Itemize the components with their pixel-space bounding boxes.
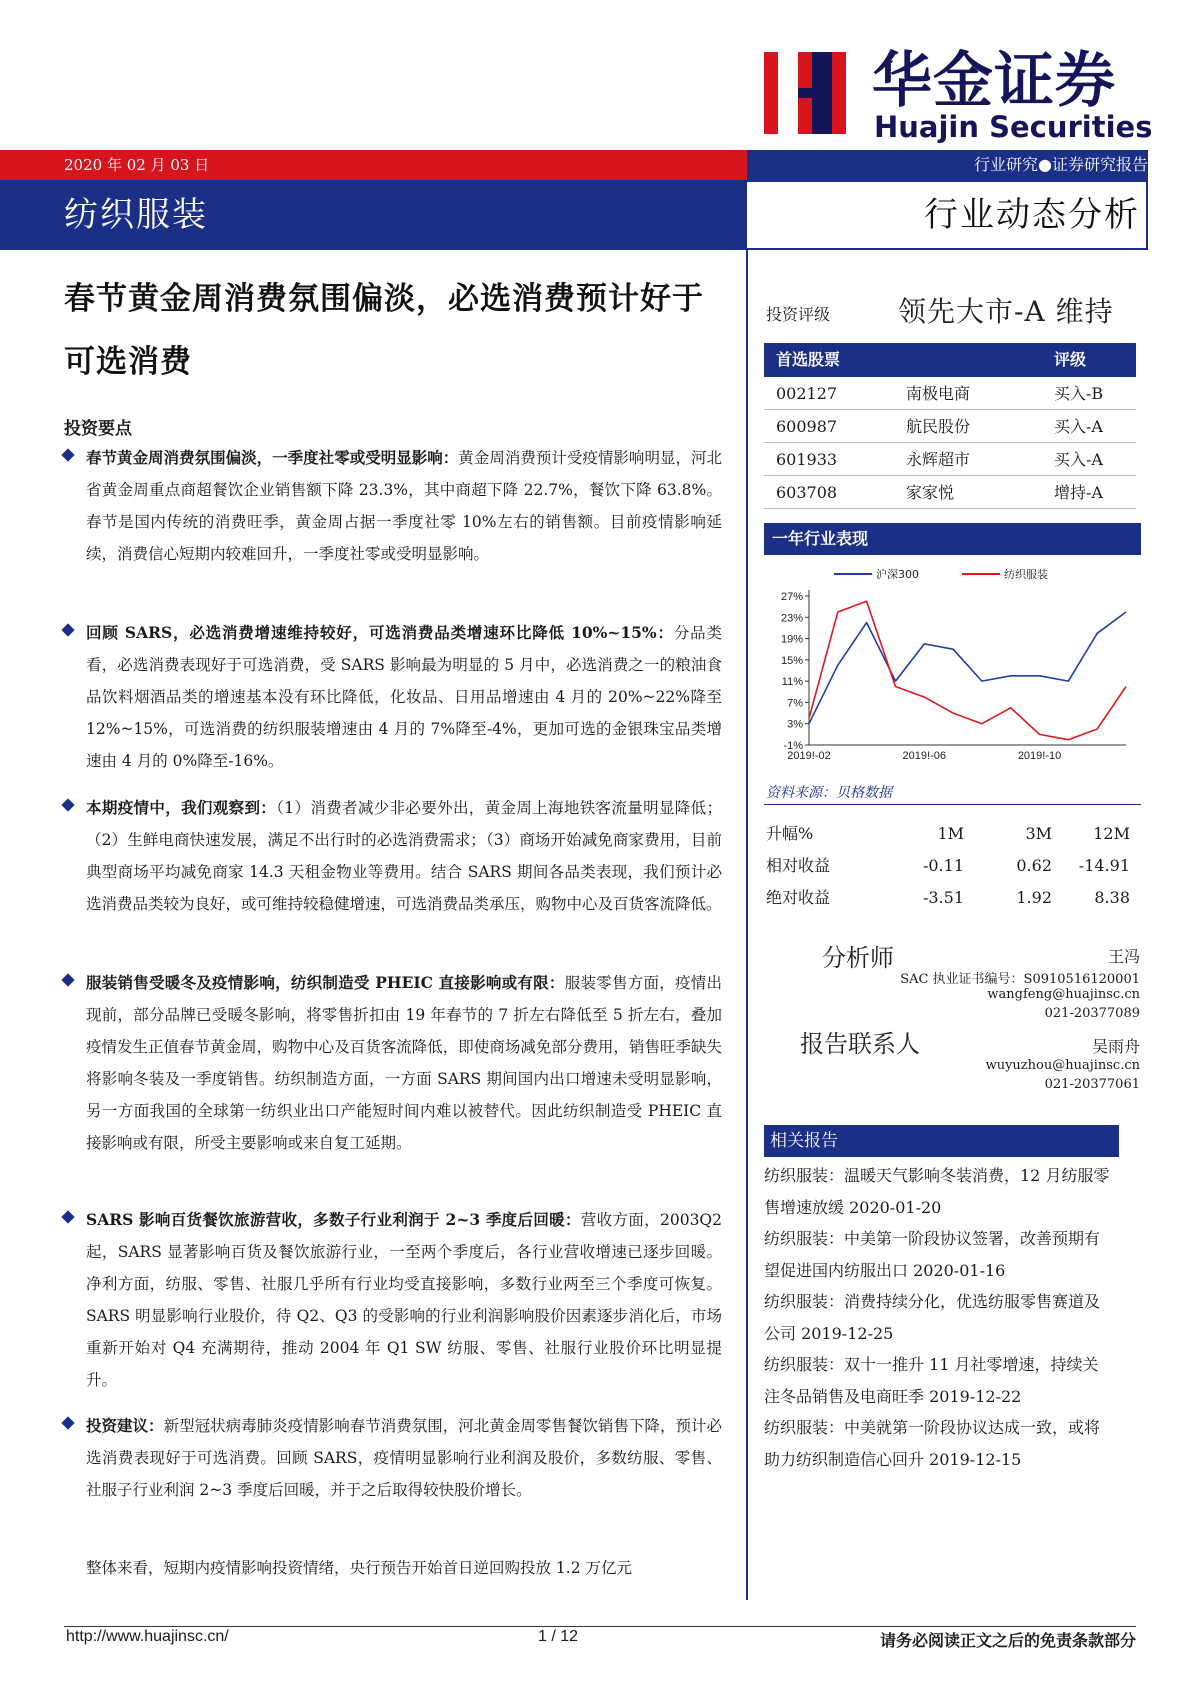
performance-title: 一年行业表现: [764, 523, 1141, 555]
chart-x-axis: [787, 745, 1126, 762]
stock-name: 家家悦: [906, 483, 955, 502]
legend-label: 纺织服装: [1004, 568, 1048, 581]
legend-label: 沪深300: [876, 568, 919, 581]
footer-disclaimer: 请务必阅读正文之后的免责条款部分: [879, 1631, 1136, 1650]
returns-3m: 3M: [1025, 824, 1052, 843]
returns-1m: -0.11: [922, 856, 964, 875]
key-point-lead: 回顾 SARS，必选消费增速维持较好，可选消费品类增速环比降低 10%~15%：: [86, 623, 674, 642]
key-point: [62, 442, 722, 570]
x-tick-label: 2019!-10: [1017, 750, 1062, 762]
analyst-cert: SAC 执业证书编号：S0910516120001: [900, 972, 1140, 987]
source-divider: [764, 804, 1141, 805]
related-report-link[interactable]: 纺织服装：温暖天气影响冬装消费，12 月纺服零售增速放缓 2020-01-20: [764, 1166, 1110, 1217]
returns-label: 绝对收益: [766, 888, 831, 907]
logo-text-en: Huajin Securities: [874, 110, 1153, 144]
analyst-name: 王冯: [1107, 947, 1140, 966]
y-tick-label: 27%: [780, 591, 803, 603]
rating-value: 领先大市-A 维持: [898, 295, 1114, 328]
returns-3m: 1.92: [1016, 888, 1052, 907]
table-row: [764, 443, 1136, 476]
key-point-lead: 本期疫情中，我们观察到：: [86, 798, 277, 817]
y-tick-label: -1%: [783, 740, 803, 752]
key-point-lead: 服装销售受暖冬及疫情影响，纺织制造受 PHEIC 直接影响或有限：: [86, 973, 565, 992]
contact-title: 报告联系人: [800, 1030, 920, 1058]
table-row: [764, 410, 1136, 443]
chart-y-axis: [781, 590, 809, 752]
sector-title: 纺织服装: [64, 195, 208, 235]
returns-row: [766, 882, 1136, 914]
related-report-link[interactable]: 纺织服装：中美第一阶段协议签署，改善预期有望促进国内纺服出口 2020-01-16: [764, 1229, 1101, 1280]
key-point: [62, 967, 722, 1159]
returns-3m: 0.62: [1016, 856, 1052, 875]
table-row: [764, 377, 1136, 410]
returns-12m: 12M: [1093, 824, 1130, 843]
related-report-link[interactable]: 纺织服装：中美就第一阶段协议达成一致，或将助力纺织制造信心回升 2019-12-15: [764, 1418, 1101, 1469]
chart-source: 资料来源：贝格数据: [766, 785, 892, 801]
y-tick-label: 3%: [787, 718, 803, 731]
stock-rating: 增持-A: [1054, 483, 1103, 502]
header-stocks: 首选股票: [776, 350, 841, 369]
returns-1m: 1M: [937, 824, 964, 843]
series-line: [809, 601, 1126, 739]
key-point: [62, 792, 722, 920]
key-point: [62, 1204, 722, 1396]
stock-code: 603708: [776, 483, 838, 502]
related-reports-list: [764, 1160, 1114, 1475]
contact-phone: 021-20377061: [1044, 1077, 1140, 1092]
key-point-text: 黄金周消费预计受疫情影响明显，河北省黄金周重点商超餐饮企业销售额下降 23.3%，其中商超下降 22.7%，餐饮下降 63.8%。春节是国内传统的消费旺季，黄金周占据一季度社零 10%左右的销售额。目前疫情影响延续，消费信心短期内较难回升，一季度社零或受明显影响。: [86, 449, 722, 563]
header-rating: 评级: [1054, 350, 1087, 369]
related-report-link[interactable]: 纺织服装：双十一推升 11 月社零增速，持续关注冬品销售及电商旺季 2019-12-22: [764, 1355, 1099, 1406]
key-point-text: 服装零售方面，疫情出现前，部分品牌已受暖冬影响，将零售折扣由 19 年春节的 7 折左右降低至 5 折左右，叠加疫情发生正值春节黄金周，购物中心及百货客流降低，即使商场减免部分费用，销售旺季缺失将影响冬装及一季度销售。纺织制造方面，一方面 SARS 期间国内出口增速未受明显影响，另一方面我国的全球第一纺织业出口产能短时间内难以被替代。因此纺织制造受 PHEIC 直接影响或有限，所受主要影响或来自复工延期。: [86, 974, 722, 1152]
footer-divider: [64, 1626, 1136, 1627]
report-date: 2020 年 02 月 03 日: [64, 156, 210, 174]
key-point-text: 分品类看，必选消费表现好于可选消费，受 SARS 影响最为明显的 5 月中，必选消费之一的粮油食品饮料烟酒品类的增速基本没有环比降低，化妆品、日用品增速由 4 月的 20%~22%降至 12%~15%，可选消费的纺织服装增速由 4 月的 7%降至-4%，更加可选的金银珠宝品类增速由 4 月的 0%降至-16%。: [86, 624, 722, 770]
key-point: [62, 617, 722, 777]
key-points-title: 投资要点: [64, 419, 132, 439]
returns-1m: -3.51: [922, 888, 964, 907]
y-tick-label: 19%: [780, 633, 803, 646]
x-tick-label: 2019!-06: [902, 750, 946, 762]
y-tick-label: 11%: [781, 676, 803, 689]
headline: 春节黄金周消费氛围偏淡，必选消费预计好于可选消费: [64, 281, 704, 380]
table-header: [764, 343, 1136, 377]
logo-text-cn: 华金证券: [872, 46, 1116, 116]
report-kind: 行业动态分析: [924, 195, 1140, 235]
key-point-lead: 春节黄金周消费氛围偏淡，一季度社零或受明显影响：: [86, 448, 459, 467]
chart-series: [809, 601, 1126, 739]
analyst-title: 分析师: [822, 944, 894, 972]
returns-12m: 8.38: [1094, 888, 1130, 907]
analyst-phone: 021-20377089: [1044, 1006, 1140, 1021]
contact-email[interactable]: wuyuzhou@huajinsc.cn: [985, 1058, 1140, 1073]
stock-name: 航民股份: [906, 417, 971, 436]
returns-12m: -14.91: [1078, 856, 1130, 875]
preferred-stocks-table: [764, 343, 1136, 509]
stock-code: 002127: [776, 384, 838, 403]
key-point: [62, 1410, 722, 1506]
contact-name: 吴雨舟: [1091, 1037, 1140, 1056]
returns-row: [766, 850, 1136, 882]
y-tick-label: 15%: [780, 654, 803, 667]
company-logo-icon: [764, 52, 846, 134]
key-point-lead: SARS 影响百货餐饮旅游营收，多数子行业利润于 2~3 季度后回暖：: [86, 1210, 581, 1229]
stock-code: 600987: [776, 417, 838, 436]
key-point-lead: 投资建议：: [86, 1416, 164, 1435]
key-point-text: 营收方面，2003Q2 起，SARS 显著影响百货及餐饮旅游行业，一至两个季度后，各行业营收增速已逐步回暖。净利方面，纺服、零售、社服几乎所有行业均受直接影响，多数行业两至三个季度可恢复。SARS 明显影响行业股价，待 Q2、Q3 的受影响的行业利润影响股价因素逐步消化后，市场重新开始对 Q4 充满期待，推动 2004 年 Q1 SW 纺服、零售、社服行业股价环比明显提升。: [86, 1211, 723, 1389]
page-number: 1 / 12: [538, 1628, 579, 1645]
chart-legend: [834, 567, 1048, 581]
related-report-link[interactable]: 纺织服装：消费持续分化，优选纺服零售赛道及公司 2019-12-25: [764, 1292, 1101, 1343]
closing-text: 整体来看，短期内疫情影响投资情绪，央行预告开始首日逆回购投放 1.2 万亿元: [86, 1559, 633, 1577]
footer-url[interactable]: http://www.huajinsc.cn/: [66, 1628, 229, 1645]
stock-rating: 买入-A: [1054, 417, 1103, 436]
returns-header: [766, 818, 1136, 850]
stock-name: 南极电商: [906, 384, 971, 403]
related-reports-title: 相关报告: [764, 1125, 1119, 1157]
stock-rating: 买入-B: [1054, 384, 1104, 403]
column-divider: [746, 250, 748, 1600]
stock-name: 永辉超市: [906, 450, 971, 469]
stock-rating: 买入-A: [1054, 450, 1103, 469]
key-point-text: （1）消费者减少非必要外出，黄金周上海地铁客流量明显降低；（2）生鲜电商快速发展，满足不出行时的必选消费需求；（3）商场开始减免商家费用，目前典型商场平均减免商家 14.3 天租金物业等费用。结合 SARS 期间各品类表现，我们预计必选消费品类较为良好，或可维持较稳健增速，可选消费品类承压，购物中心及百货客流降低。: [86, 799, 722, 913]
rating-label: 投资评级: [766, 305, 831, 324]
returns-label: 升幅%: [766, 824, 814, 843]
report-type: 行业研究●证券研究报告: [974, 155, 1148, 174]
performance-line-chart: [764, 560, 1141, 770]
y-tick-label: 23%: [780, 612, 803, 625]
table-row: [764, 476, 1136, 509]
series-line: [809, 612, 1126, 724]
analyst-email[interactable]: wangfeng@huajinsc.cn: [987, 987, 1140, 1002]
returns-label: 相对收益: [766, 856, 831, 875]
x-tick-label: 2019!-02: [787, 750, 831, 762]
y-tick-label: 7%: [787, 697, 803, 710]
key-point-text: 新型冠状病毒肺炎疫情影响春节消费氛围，河北黄金周零售餐饮销售下降，预计必选消费表现好于可选消费。回顾 SARS，疫情明显影响行业利润及股价，多数纺服、零售、社服子行业利润 2~3 季度后回暖，并于之后取得较快股价增长。: [86, 1417, 722, 1499]
stock-code: 601933: [776, 450, 838, 469]
